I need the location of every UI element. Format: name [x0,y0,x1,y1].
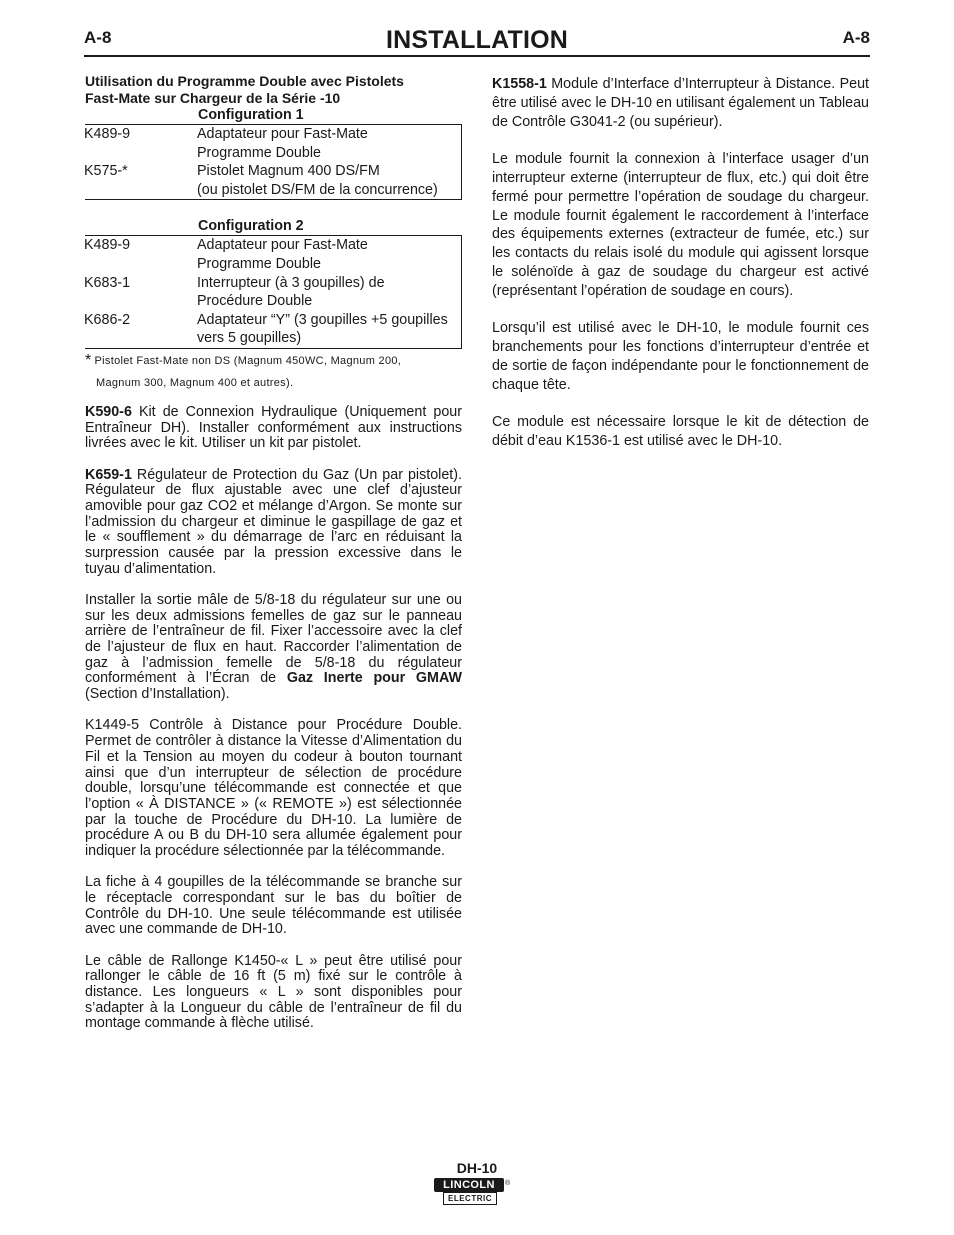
lorsqu-paragraph: Lorsqu’il est utilisé avec le DH-10, le module fournit ces branchements pour les fonctions d’interrupteur d’entrée et de sortie de façon indépendante pour le fonctionnement de chaque tête. [492,320,869,393]
page-header [84,26,870,56]
part-code: K489-9 [84,237,131,254]
section-title-line: Utilisation du Programme Double avec Pistolets [85,73,404,89]
config1-table [85,124,462,200]
description-line: Interrupteur (à 3 goupilles) de [197,274,385,291]
footnote-marker: * [85,351,92,369]
part-code: K1558-1 [492,76,547,92]
config2-title: Configuration 2 [198,218,304,235]
table-border [461,125,462,199]
ce-module-paragraph: Ce module est nécessaire lorsque le kit de détection de débit d’eau K1536-1 est utilisé avec le DH-10. [492,414,869,450]
description-line: vers 5 goupilles) [197,330,302,347]
install-paragraph [85,593,462,703]
config1-title: Configuration 1 [198,107,304,123]
page-code-right: A-8 [842,28,870,47]
logo-bottom-text: ELECTRIC [443,1192,497,1205]
logo-top-text: LINCOLN [434,1178,504,1192]
part-code: K683-1 [84,274,131,291]
fiche-paragraph: La fiche à 4 goupilles de la télécommande se branche sur le réceptacle correspondant sur le bas du boîtier de Contrôle du DH-10. Une seule télécommande est utilisée avec une commande de DH-10. [85,874,462,938]
paragraph-text: Kit de Connexion Hydraulique (Uniquement pour Entraîneur DH). Installer conformément aux instructions livrées avec le kit. Utiliser un kit par pistolet. [85,403,462,452]
paragraph-text: (Section d’Installation). [85,686,230,703]
description-line: Adaptateur pour Fast-Mate [197,126,368,142]
description-line: Adaptateur “Y” (3 goupilles +5 goupilles [197,311,448,328]
part-code: K659-1 [85,466,132,483]
cable-paragraph: Le câble de Rallonge K1450-« L » peut être utilisé pour rallonger le câble de 16 ft (5 m) fixé sur le contrôle à distance. Les longueurs « L » sont disponibles pour s’adapter à la Longueur du câble de l’entraîneur de fil du montage commande à flèche utilisé. [85,952,462,1032]
part-description [195,311,461,348]
part-description [195,236,461,273]
footnote-line: Pistolet Fast-Mate non DS (Magnum 450WC, Magnum 200, [94,354,402,367]
table-row [82,311,461,348]
description-line: Pistolet Magnum 400 DS/FM [197,163,380,180]
table-row [82,162,461,199]
table-row [82,274,461,311]
part-code: K489-9 [84,126,131,142]
part-code: K575-* [84,163,128,180]
part-description [195,162,461,199]
footnote-line: Magnum 300, Magnum 400 et autres). [96,376,294,389]
k1558-paragraph [492,75,869,131]
paragraph-text: Installer la sortie mâle de 5/8-18 du régulateur sur une ou sur les deux admissions femelles de gaz sur le panneau arrière de l’entraîneur de fil. Fixer l’accessoire avec la clef de l’ajusteur de flux en haut. Raccorder l’alimentation de gaz à l’admission femelle de 5/8-18 du régulateur conformément à l’Écran de [85,591,462,687]
description-line: (ou pistolet DS/FM de la concurrence) [197,181,438,198]
module-paragraph: Le module fournit la connexion à l’interface usager d’un interrupteur externe (interrupteur de flux, etc.) qui doit être fermé pour permettre l’opération de soudage du chargeur. Le module fournit également le raccordement à l’interface des équipements externes (extracteur de fumée, etc.) sur les contacts du relais isolé du module qui agissent lorsque le solénoïde à gaz de soudage du chargeur est activé (représentant l’opération de soudage en cours). [492,151,869,299]
footnote [85,350,462,394]
paragraph-text: Module d’Interface d’Interrupteur à Distance. Peut être utilisé avec le DH-10 en utilisant également un Tableau de Contrôle G3041-2 (ou supérieur). [492,76,869,130]
logo-registered-mark: ® [505,1180,511,1187]
paragraph-text: Régulateur de Protection du Gaz (Un par pistolet). Régulateur de flux ajustable avec une clef d’ajusteur amovible pour gaz CO2 et mélange d’Argon. Se monte sur l’admission du chargeur et diminue le gaspillage de gaz et le « soufflement » du démarrage de l’arc en réduisant la surpression causée par la pression excessive dans le tuyau d’alimentation. [85,466,462,577]
footer-model: DH-10 [456,1160,498,1176]
k590-paragraph [85,405,462,452]
k659-paragraph [85,468,462,578]
section-title [85,73,462,107]
part-description [195,125,461,162]
section-title-line: Fast-Mate sur Chargeur de la Série -10 [85,90,341,106]
config2-table [85,235,462,349]
lincoln-electric-logo [434,1178,510,1206]
description-line: Programme Double [197,144,321,161]
table-row [82,236,461,273]
header-rule [84,55,870,57]
page-code-left: A-8 [84,28,112,47]
part-code: K686-2 [84,311,131,328]
description-line: Adaptateur pour Fast-Mate [197,237,368,254]
part-code: K590-6 [85,403,132,420]
emphasis-text: Gaz Inerte pour GMAW [286,670,462,687]
part-description [195,274,461,311]
page-title: INSTALLATION [385,26,568,54]
right-column [492,75,869,451]
k1449-paragraph: K1449-5 Contrôle à Distance pour Procédure Double. Permet de contrôler à distance la Vitesse d’Alimentation du Fil et la Tension au moyen du codeur à bouton tournant ainsi que d’un interrupteur de sélection de procédure double, lorsqu’une télécommande est connectée et que l’option « À DISTANCE » (« REMOTE ») est sélectionnée par la touche de Procédure du DH-10. La lumière de procédure A ou B du DH-10 sera allumée également pour indiquer la procédure sélectionnée par la télécommande. [85,717,462,860]
left-column [85,73,462,1032]
table-row [82,125,461,162]
description-line: Programme Double [197,255,321,272]
description-line: Procédure Double [197,293,313,310]
table-border [461,236,462,348]
